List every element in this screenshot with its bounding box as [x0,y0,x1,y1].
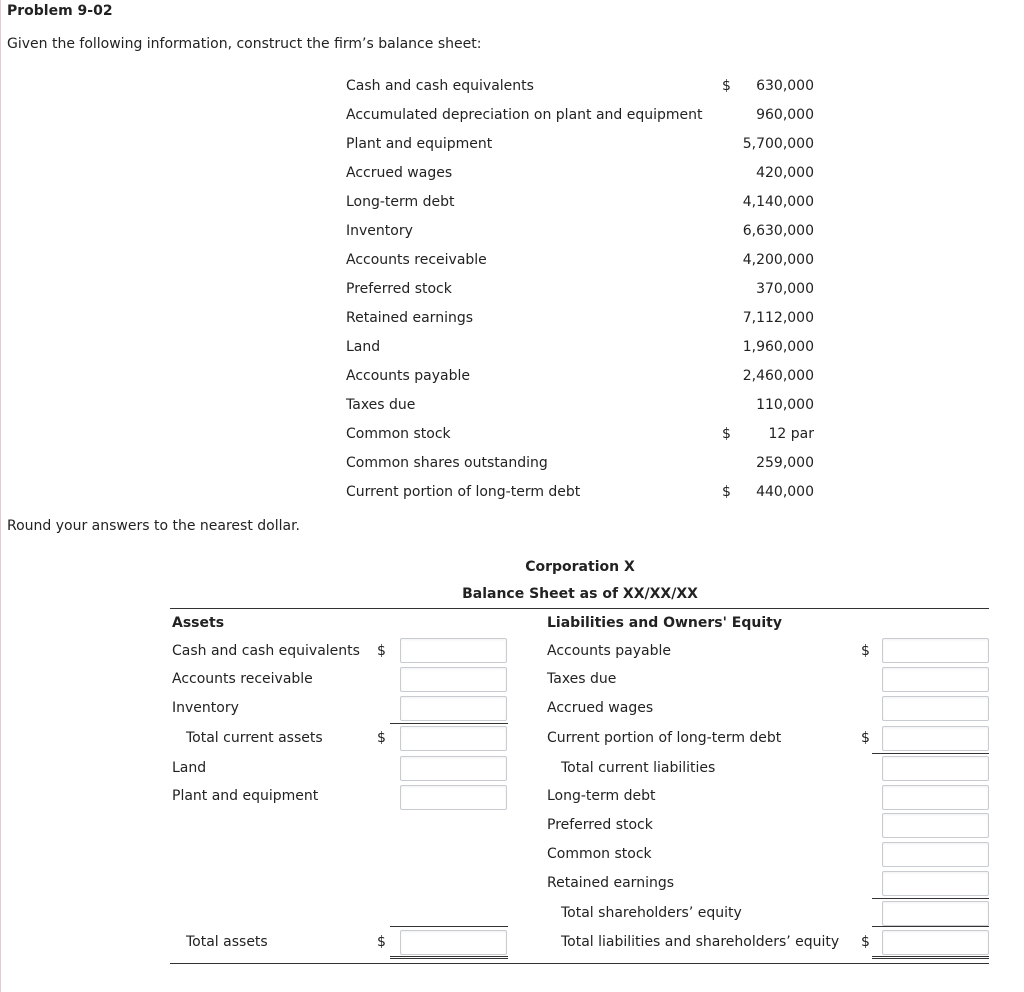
info-label: Accounts receivable [346,252,487,268]
total-assets-label: Total assets [186,934,268,950]
info-dollar: $ [722,78,731,94]
info-label: Cash and cash equivalents [346,78,534,94]
problem-title: Problem 9-02 [7,3,113,19]
info-label: Taxes due [346,397,416,413]
left-border [0,0,1,992]
info-value: 440,000 [756,484,814,500]
liabilities-heading: Liabilities and Owners' Equity [547,615,782,631]
info-label: Long-term debt [346,194,455,210]
info-value: 2,460,000 [742,368,814,384]
dollar-sign: $ [861,730,870,746]
total-equity-input[interactable] [882,901,989,926]
info-value: 4,200,000 [742,252,814,268]
info-label: Land [346,339,381,355]
info-label: Common stock [346,426,451,442]
info-value: 5,700,000 [742,136,814,152]
info-value: 6,630,000 [742,223,814,239]
wages-label: Accrued wages [547,700,654,716]
preferred-label: Preferred stock [547,817,653,833]
info-label: Retained earnings [346,310,474,326]
total-current-assets-label: Total current assets [186,730,323,746]
total-current-liabilities-label: Total current liabilities [561,760,716,776]
dollar-sign: $ [861,643,870,659]
taxes-input[interactable] [882,667,989,692]
info-value: 960,000 [756,107,814,123]
preferred-input[interactable] [882,813,989,838]
total-liab-equity-input[interactable] [882,930,989,955]
retained-label: Retained earnings [547,875,675,891]
subtotal-rule [390,723,508,724]
land-input[interactable] [400,756,507,781]
plant-input[interactable] [400,785,507,810]
total-assets-input[interactable] [400,930,507,955]
bottom-rule [170,963,989,964]
dollar-sign: $ [377,934,386,950]
current-ltd-label: Current portion of long-term debt [547,730,782,746]
info-value: 1,960,000 [742,339,814,355]
info-value: 370,000 [756,281,814,297]
land-label: Land [172,760,207,776]
retained-input[interactable] [882,871,989,896]
ltd-label: Long-term debt [547,788,656,804]
common-input[interactable] [882,842,989,867]
info-label: Accumulated depreciation on plant and equipment [346,107,703,123]
wages-input[interactable] [882,696,989,721]
info-label: Common shares outstanding [346,455,548,471]
total-rule [872,926,989,927]
info-label: Preferred stock [346,281,452,297]
total-liab-equity-label: Total liabilities and shareholders’ equity [561,934,840,950]
info-label: Accrued wages [346,165,453,181]
instructions: Given the following information, construct the firm’s balance sheet: [7,36,482,52]
balance-sheet-title: Balance Sheet as of XX/XX/XX [462,586,698,602]
total-current-liabilities-input[interactable] [882,756,989,781]
total-equity-label: Total shareholders’ equity [561,905,742,921]
rounding-note: Round your answers to the nearest dollar. [7,518,301,534]
assets-heading: Assets [172,615,225,631]
info-value: 259,000 [756,455,814,471]
company-name: Corporation X [525,559,635,575]
info-value: 420,000 [756,165,814,181]
info-value: 4,140,000 [742,194,814,210]
top-rule [170,608,989,609]
dollar-sign: $ [861,934,870,950]
info-label: Current portion of long-term debt [346,484,581,500]
receivables-label: Accounts receivable [172,671,313,687]
dollar-sign: $ [377,643,386,659]
double-underline [390,956,508,959]
ltd-input[interactable] [882,785,989,810]
double-underline [872,956,989,959]
current-ltd-input[interactable] [882,726,989,751]
info-dollar: $ [722,426,731,442]
inventory-label: Inventory [172,700,239,716]
total-rule [390,926,508,927]
inventory-input[interactable] [400,696,507,721]
total-current-assets-input[interactable] [400,726,507,751]
dollar-sign: $ [377,730,386,746]
subtotal-rule [872,898,989,899]
payables-label: Accounts payable [547,643,671,659]
common-label: Common stock [547,846,652,862]
info-value: 12 par [768,426,814,442]
taxes-label: Taxes due [547,671,617,687]
info-label: Accounts payable [346,368,470,384]
info-value: 630,000 [756,78,814,94]
info-label: Plant and equipment [346,136,493,152]
plant-label: Plant and equipment [172,788,319,804]
subtotal-rule [872,753,989,754]
cash-label: Cash and cash equivalents [172,643,360,659]
cash-input[interactable] [400,638,507,663]
info-value: 7,112,000 [742,310,814,326]
info-label: Inventory [346,223,413,239]
receivables-input[interactable] [400,667,507,692]
info-value: 110,000 [756,397,814,413]
info-dollar: $ [722,484,731,500]
payables-input[interactable] [882,638,989,663]
